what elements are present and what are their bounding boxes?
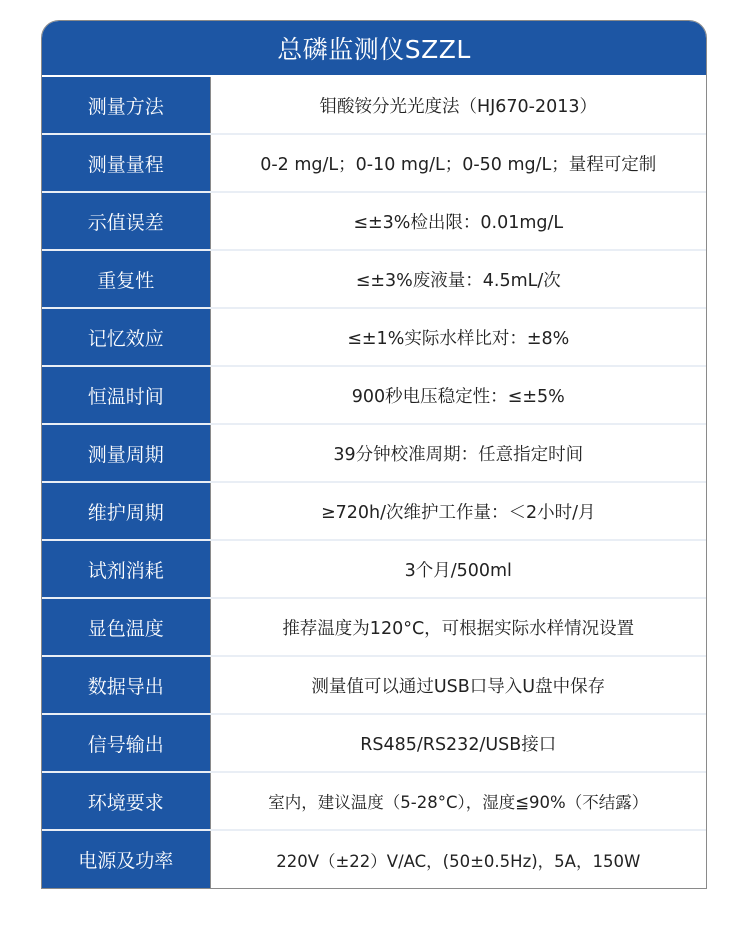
- table-row: [42, 598, 706, 656]
- table-row: [42, 76, 706, 134]
- row-label: 示值误差: [42, 192, 210, 250]
- table-row: [42, 250, 706, 308]
- row-label: 记忆效应: [42, 308, 210, 366]
- row-label: 信号输出: [42, 714, 210, 772]
- row-value: 220V（±22）V/AC，(50±0.5Hz)，5A，150W: [210, 830, 706, 888]
- table-row: [42, 192, 706, 250]
- spec-table: [42, 75, 706, 888]
- row-value: 3个月/500ml: [210, 540, 706, 598]
- row-value: 钼酸铵分光光度法（HJ670-2013）: [210, 76, 706, 134]
- row-label: 测量量程: [42, 134, 210, 192]
- row-label: 数据导出: [42, 656, 210, 714]
- table-row: [42, 772, 706, 830]
- row-label: 恒温时间: [42, 366, 210, 424]
- row-label: 重复性: [42, 250, 210, 308]
- row-label: 测量周期: [42, 424, 210, 482]
- row-value: 测量值可以通过USB口导入U盘中保存: [210, 656, 706, 714]
- row-label: 电源及功率: [42, 830, 210, 888]
- row-value: 室内，建议温度（5-28°C），湿度≦90%（不结露）: [210, 772, 706, 830]
- row-label: 测量方法: [42, 76, 210, 134]
- page-title: 总磷监测仪SZZL: [42, 21, 706, 75]
- row-label: 维护周期: [42, 482, 210, 540]
- table-row: [42, 482, 706, 540]
- table-row: [42, 424, 706, 482]
- row-value: 39分钟校准周期：任意指定时间: [210, 424, 706, 482]
- table-row: [42, 714, 706, 772]
- row-value: ≤±3%检出限：0.01mg/L: [210, 192, 706, 250]
- row-label: 试剂消耗: [42, 540, 210, 598]
- row-value: ≤±1%实际水样比对：±8%: [210, 308, 706, 366]
- row-value: 0-2 mg/L；0-10 mg/L；0-50 mg/L；量程可定制: [210, 134, 706, 192]
- row-label: 环境要求: [42, 772, 210, 830]
- spec-card: [41, 20, 707, 889]
- row-value: 推荐温度为120°C，可根据实际水样情况设置: [210, 598, 706, 656]
- table-row: [42, 366, 706, 424]
- table-row: [42, 540, 706, 598]
- table-row: [42, 308, 706, 366]
- row-value: RS485/RS232/USB接口: [210, 714, 706, 772]
- table-row: [42, 656, 706, 714]
- row-value: ≥720h/次维护工作量：＜2小时/月: [210, 482, 706, 540]
- table-row: [42, 134, 706, 192]
- row-value: 900秒电压稳定性：≤±5%: [210, 366, 706, 424]
- row-value: ≤±3%废液量：4.5mL/次: [210, 250, 706, 308]
- table-row: [42, 830, 706, 888]
- row-label: 显色温度: [42, 598, 210, 656]
